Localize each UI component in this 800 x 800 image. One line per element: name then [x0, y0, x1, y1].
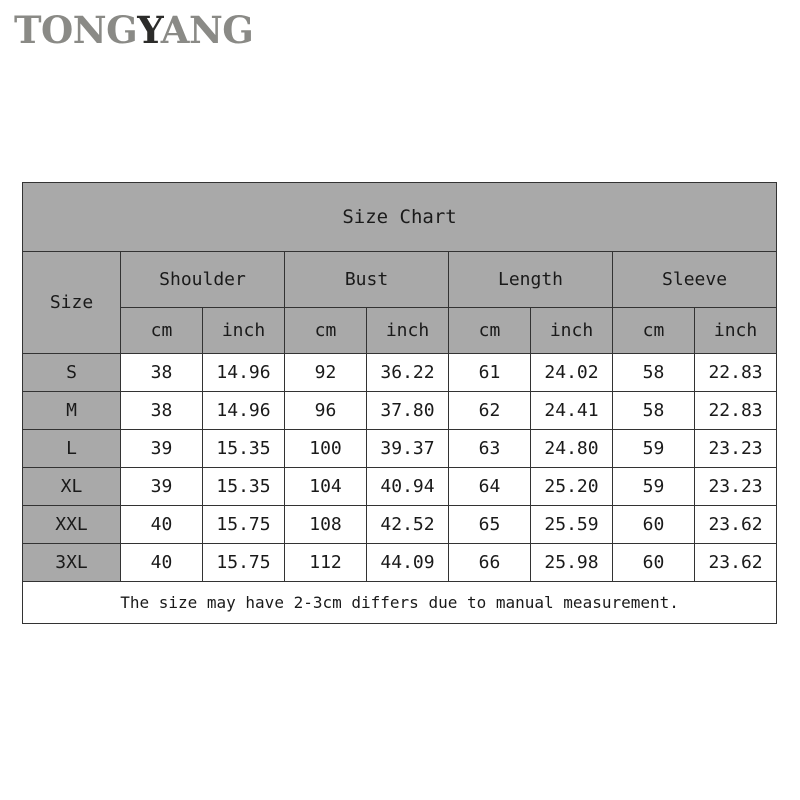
- table-cell: 60: [613, 544, 695, 582]
- table-cell: 38: [121, 354, 203, 392]
- table-cell: 58: [613, 354, 695, 392]
- size-column-header: Size: [23, 252, 121, 354]
- unit-header: inch: [695, 308, 777, 354]
- group-header-bust: Bust: [285, 252, 449, 308]
- table-cell: 59: [613, 430, 695, 468]
- size-label: S: [23, 354, 121, 392]
- size-label: XL: [23, 468, 121, 506]
- table-cell: 23.62: [695, 544, 777, 582]
- table-cell: 60: [613, 506, 695, 544]
- table-cell: 24.02: [531, 354, 613, 392]
- brand-logo-part-3: ANG: [160, 8, 254, 52]
- table-row: [23, 544, 777, 582]
- table-cell: 36.22: [367, 354, 449, 392]
- table-cell: 39: [121, 430, 203, 468]
- table-cell: 62: [449, 392, 531, 430]
- table-cell: 37.80: [367, 392, 449, 430]
- unit-header: cm: [449, 308, 531, 354]
- table-cell: 59: [613, 468, 695, 506]
- table-cell: 42.52: [367, 506, 449, 544]
- table-cell: 40.94: [367, 468, 449, 506]
- table-cell: 25.20: [531, 468, 613, 506]
- table-cell: 24.80: [531, 430, 613, 468]
- brand-logo: [14, 6, 253, 54]
- table-cell: 104: [285, 468, 367, 506]
- table-cell: 63: [449, 430, 531, 468]
- table-cell: 40: [121, 506, 203, 544]
- table-cell: 92: [285, 354, 367, 392]
- unit-header: cm: [285, 308, 367, 354]
- table-cell: 22.83: [695, 354, 777, 392]
- header-group-row: [23, 252, 777, 308]
- group-header-sleeve: Sleeve: [613, 252, 777, 308]
- table-cell: 40: [121, 544, 203, 582]
- table-cell: 61: [449, 354, 531, 392]
- size-label: L: [23, 430, 121, 468]
- chart-title: Size Chart: [23, 183, 777, 252]
- unit-header-row: [23, 308, 777, 354]
- table-row: [23, 430, 777, 468]
- table-cell: 23.23: [695, 468, 777, 506]
- unit-header: cm: [613, 308, 695, 354]
- table-row: [23, 506, 777, 544]
- table-cell: 100: [285, 430, 367, 468]
- table-cell: 23.23: [695, 430, 777, 468]
- table-cell: 15.35: [203, 430, 285, 468]
- table-cell: 112: [285, 544, 367, 582]
- size-chart-table: [22, 182, 777, 624]
- unit-header: inch: [531, 308, 613, 354]
- table-cell: 96: [285, 392, 367, 430]
- table-cell: 64: [449, 468, 531, 506]
- table-cell: 44.09: [367, 544, 449, 582]
- table-cell: 24.41: [531, 392, 613, 430]
- table-cell: 15.75: [203, 544, 285, 582]
- table-cell: 108: [285, 506, 367, 544]
- table-cell: 25.59: [531, 506, 613, 544]
- table-cell: 65: [449, 506, 531, 544]
- table-cell: 39: [121, 468, 203, 506]
- size-label: 3XL: [23, 544, 121, 582]
- table-row: [23, 392, 777, 430]
- table-cell: 15.75: [203, 506, 285, 544]
- table-cell: 39.37: [367, 430, 449, 468]
- table-row: [23, 468, 777, 506]
- size-label: XXL: [23, 506, 121, 544]
- group-header-shoulder: Shoulder: [121, 252, 285, 308]
- table-cell: 14.96: [203, 392, 285, 430]
- table-cell: 15.35: [203, 468, 285, 506]
- unit-header: cm: [121, 308, 203, 354]
- table-cell: 14.96: [203, 354, 285, 392]
- table-cell: 58: [613, 392, 695, 430]
- brand-logo-part-1: TONG: [14, 8, 138, 52]
- table-cell: 22.83: [695, 392, 777, 430]
- table-cell: 25.98: [531, 544, 613, 582]
- table-cell: 66: [449, 544, 531, 582]
- table-cell: 23.62: [695, 506, 777, 544]
- table-row: [23, 354, 777, 392]
- unit-header: inch: [367, 308, 449, 354]
- measurement-note: The size may have 2-3cm differs due to manual measurement.: [23, 582, 777, 624]
- title-row: [23, 183, 777, 252]
- table-cell: 38: [121, 392, 203, 430]
- brand-logo-part-2: Y: [137, 8, 161, 52]
- note-row: [23, 582, 777, 624]
- group-header-length: Length: [449, 252, 613, 308]
- unit-header: inch: [203, 308, 285, 354]
- size-label: M: [23, 392, 121, 430]
